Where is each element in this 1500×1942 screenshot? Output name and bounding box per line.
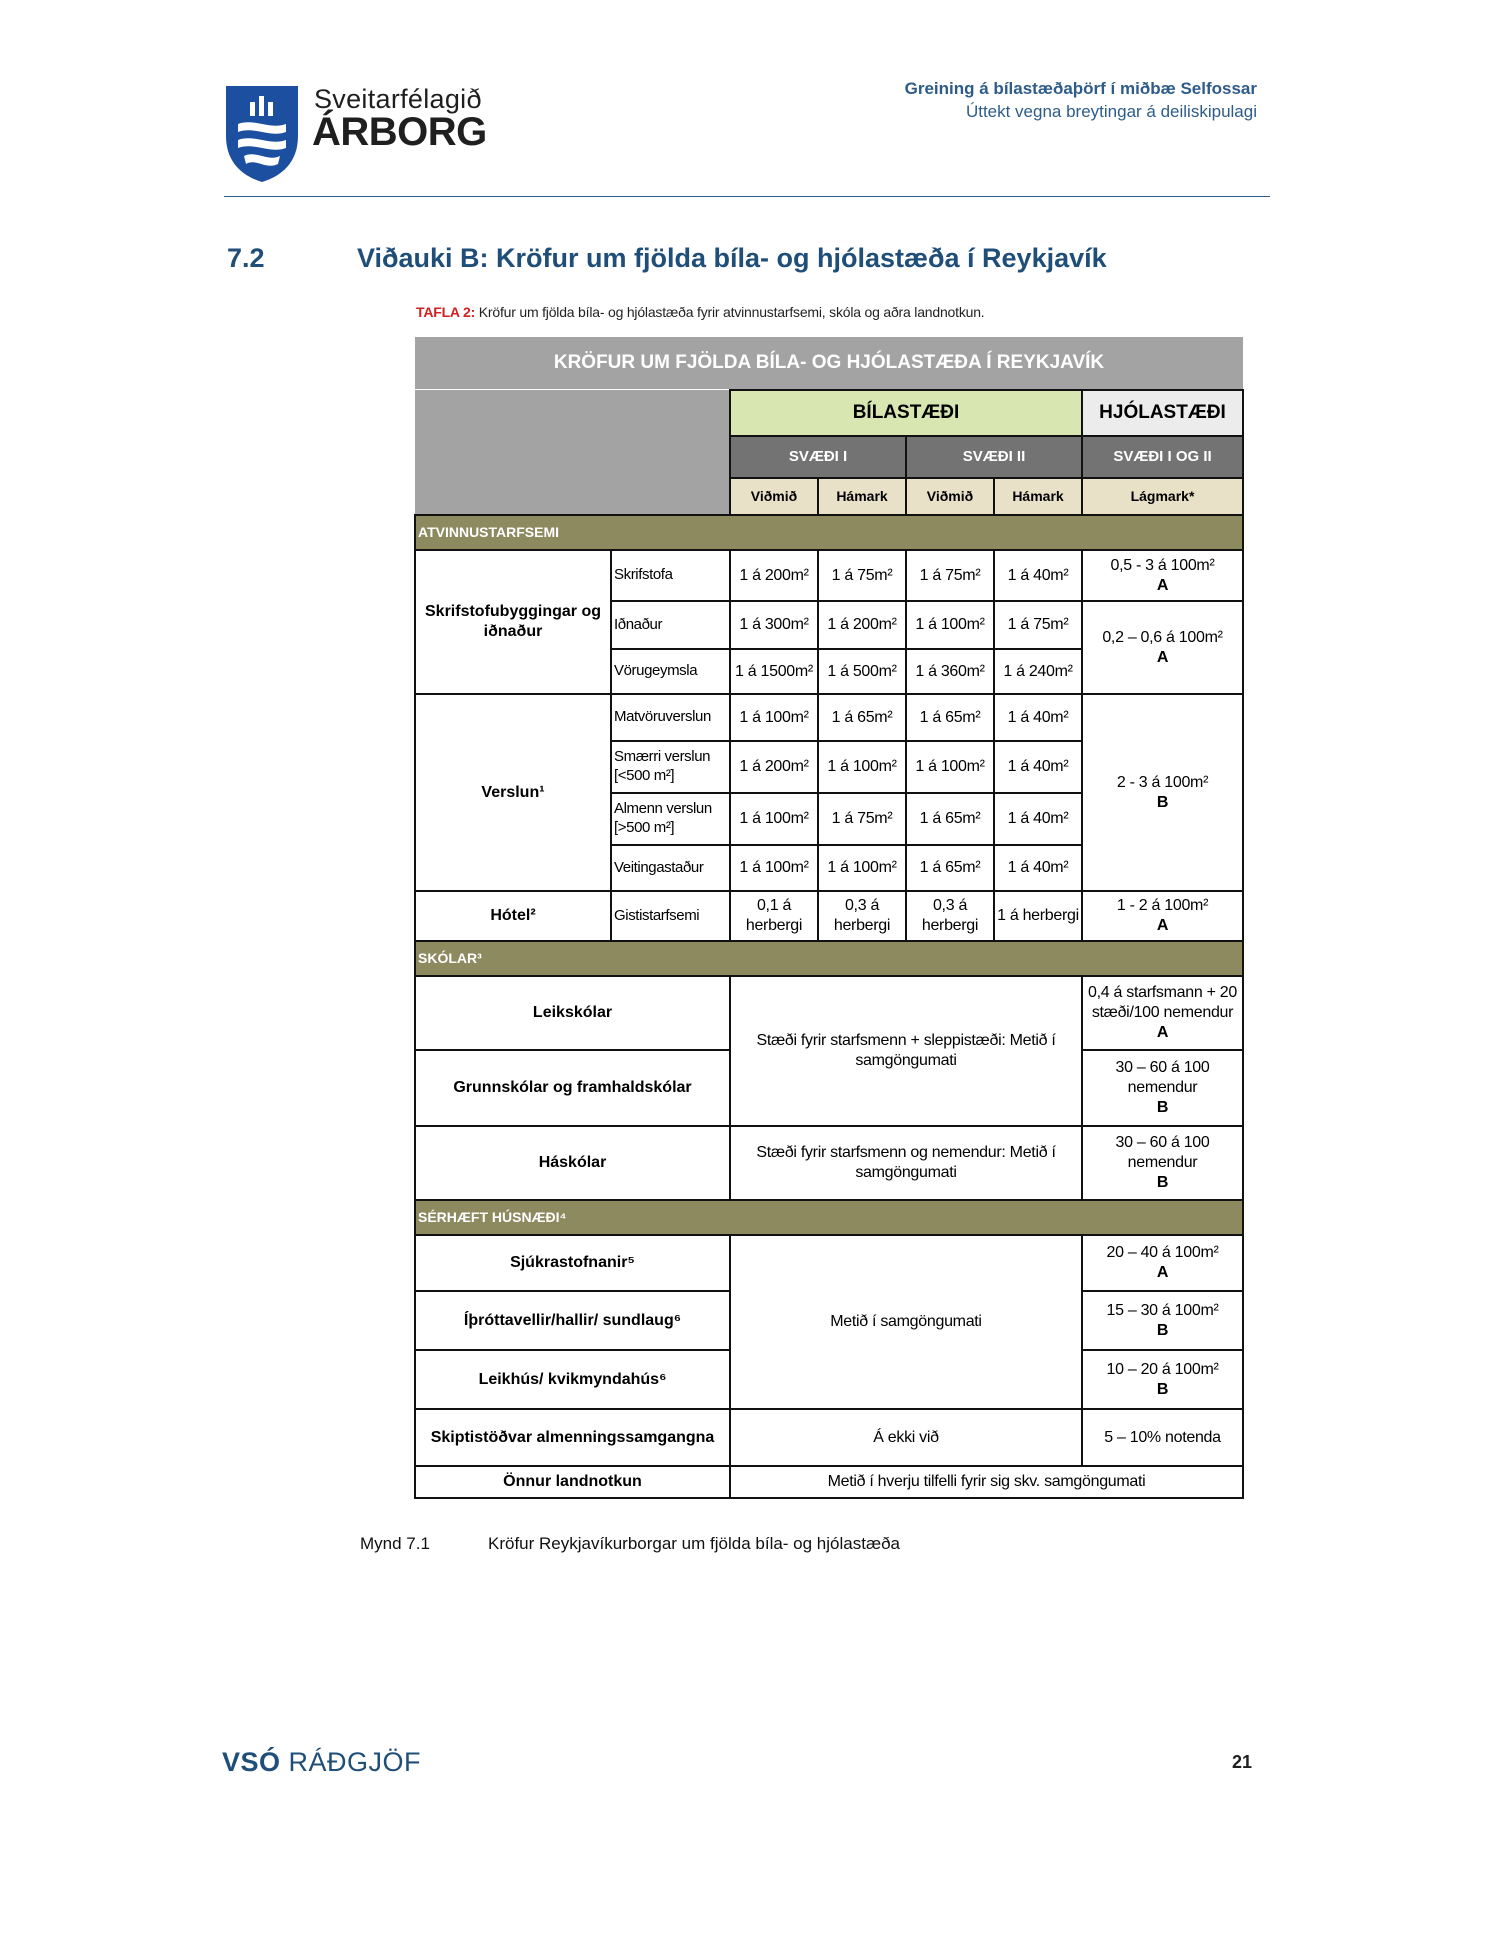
svaedi-1-header: SVÆÐI I [730, 436, 906, 478]
table-cell: 1 á 100m² [906, 741, 994, 793]
row-label: Smærri verslun [<500 m²] [611, 741, 730, 793]
category-onnur-landnotkun: Önnur landnotkun [415, 1466, 730, 1498]
header-divider [224, 196, 1270, 197]
hamark-header: Hámark [994, 478, 1082, 515]
shield-icon [224, 84, 300, 184]
table-cell: 1 á 40m² [994, 694, 1082, 741]
table-cell: 1 á 40m² [994, 793, 1082, 845]
table-cell: 0,1 á herbergi [730, 891, 818, 941]
bike-value: 2 - 3 á 100m² [1116, 773, 1209, 791]
bike-cell [1082, 1235, 1243, 1291]
table-cell: 1 á 200m² [730, 550, 818, 601]
table-cell: 1 á 100m² [730, 793, 818, 845]
table-cell: 1 á 75m² [818, 550, 906, 601]
skolar-car-cell: Stæði fyrir starfsmenn + sleppistæði: Metið í samgöngumati [730, 976, 1082, 1126]
row-label: Almenn verslun [>500 m²] [611, 793, 730, 845]
table-cell: 1 á herbergi [994, 891, 1082, 941]
lagmark-header: Lágmark* [1082, 478, 1243, 515]
category-sjukrastofnanir: Sjúkrastofnanir⁵ [415, 1235, 730, 1291]
bike-class: B [1156, 1099, 1169, 1116]
bike-value: 20 – 40 á 100m² [1106, 1244, 1219, 1261]
table-cell: 1 á 65m² [906, 793, 994, 845]
section-row-skolar: SKÓLAR³ [415, 941, 1243, 976]
category-skrifstofu: Skrifstofubyggingar og iðnaður [415, 550, 611, 694]
haskolar-car-cell: Stæði fyrir starfsmenn og nemendur: Metið í samgöngumati [730, 1126, 1082, 1200]
row-label: Matvöruverslun [611, 694, 730, 741]
category-verslun: Verslun¹ [415, 694, 611, 891]
bike-class: A [1156, 576, 1169, 594]
table-cell: 1 á 40m² [994, 550, 1082, 601]
section-row-atvinnustarfsemi: ATVINNUSTARFSEMI [415, 515, 1243, 550]
bike-class: B [1156, 1380, 1169, 1398]
bike-cell [1082, 1050, 1243, 1126]
table-cell: 1 á 75m² [906, 550, 994, 601]
vidmid-header: Viðmið [730, 478, 818, 515]
bike-class: A [1156, 1264, 1169, 1281]
row-label: Vörugeymsla [611, 649, 730, 694]
section-number: 7.2 [227, 243, 265, 273]
table-cell: 1 á 100m² [730, 694, 818, 741]
table-cell: 1 á 65m² [818, 694, 906, 741]
table-caption-label: TAFLA 2: [416, 304, 476, 320]
table-cell: 0,3 á herbergi [906, 891, 994, 941]
figure-number: Mynd 7.1 [360, 1534, 430, 1553]
row-label: Skrifstofa [611, 550, 730, 601]
serhaeft-car-cell: Metið í samgöngumati [730, 1235, 1082, 1409]
table-cell: 1 á 1500m² [730, 649, 818, 694]
table-cell: 1 á 75m² [818, 793, 906, 845]
row-label: Iðnaður [611, 601, 730, 649]
bike-value: 0,2 – 0,6 á 100m² [1102, 628, 1223, 646]
vidmid-header: Viðmið [906, 478, 994, 515]
table-cell: 1 á 500m² [818, 649, 906, 694]
figure-caption: Kröfur Reykjavíkurborgar um fjölda bíla- og hjólastæða [488, 1534, 900, 1553]
table-cell: 1 á 75m² [994, 601, 1082, 649]
bike-cell [1082, 694, 1243, 891]
table-cell: 1 á 100m² [730, 845, 818, 891]
bike-value: 10 – 20 á 100m² [1106, 1360, 1219, 1378]
bike-cell [1082, 1126, 1243, 1200]
bike-class: B [1156, 793, 1169, 811]
vso-logo [222, 1747, 421, 1778]
category-skiptistodvar: Skiptistöðvar almenningssamgangna [415, 1409, 730, 1466]
bike-class: A [1156, 648, 1169, 666]
table-cell: 1 á 240m² [994, 649, 1082, 694]
bike-cell [1082, 976, 1243, 1050]
skiptistodvar-bike-cell: 5 – 10% notenda [1082, 1409, 1243, 1466]
table-cell: 1 á 65m² [906, 845, 994, 891]
table-cell: 1 á 40m² [994, 741, 1082, 793]
header-title: Greining á bílastæðaþörf í miðbæ Selfossar [904, 79, 1257, 98]
table-cell: 1 á 360m² [906, 649, 994, 694]
category-leikskolar: Leikskólar [415, 976, 730, 1050]
table-caption [416, 304, 985, 320]
skiptistodvar-car-cell: Á ekki við [730, 1409, 1082, 1466]
bike-class: A [1156, 917, 1169, 934]
arborg-logo [224, 84, 494, 184]
bike-cell [1082, 1350, 1243, 1409]
bike-class: A [1156, 1024, 1169, 1041]
logo-line2: ÁRBORG [312, 110, 487, 154]
table-cell: 1 á 40m² [994, 845, 1082, 891]
vso-brand-rest: RÁÐGJÖF [280, 1747, 422, 1777]
bike-cell [1082, 550, 1243, 601]
bike-class: B [1156, 1321, 1169, 1339]
table-corner [415, 390, 730, 515]
table-cell: 1 á 200m² [730, 741, 818, 793]
onnur-landnotkun-cell: Metið í hverju tilfelli fyrir sig skv. samgöngumati [730, 1466, 1243, 1498]
row-label: Gististarfsemi [611, 891, 730, 941]
vso-brand-bold: VSÓ [222, 1747, 281, 1777]
logo-line1: Sveitarfélagið [314, 84, 482, 114]
header-subtitle: Úttekt vegna breytingar á deiliskipulagi [965, 102, 1257, 121]
bike-cell [1082, 1291, 1243, 1350]
table-title: KRÖFUR UM FJÖLDA BÍLA- OG HJÓLASTÆÐA Í REYKJAVÍK [415, 337, 1243, 390]
svaedi-2-header: SVÆÐI II [906, 436, 1082, 478]
category-hotel: Hótel² [415, 891, 611, 941]
parking-requirements-table [414, 337, 1244, 1499]
table-cell: 1 á 100m² [818, 741, 906, 793]
bilastaedi-header: BÍLASTÆÐI [730, 390, 1082, 436]
bike-value: 0,4 á starfsmann + 20 stæði/100 nemendur [1088, 984, 1237, 1021]
bike-class: B [1156, 1174, 1169, 1191]
category-grunnskolar: Grunnskólar og framhaldskólar [415, 1050, 730, 1126]
bike-cell [1082, 601, 1243, 694]
bike-value: 1 - 2 á 100m² [1116, 897, 1209, 914]
section-title: Viðauki B: Kröfur um fjölda bíla- og hjólastæða í Reykjavík [357, 243, 1107, 273]
category-leikhus: Leikhús/ kvikmyndahús⁶ [415, 1350, 730, 1409]
bike-value: 30 – 60 á 100 nemendur [1115, 1059, 1210, 1096]
bike-cell [1082, 891, 1243, 941]
hamark-header: Hámark [818, 478, 906, 515]
bike-value: 30 – 60 á 100 nemendur [1115, 1134, 1210, 1171]
table-caption-text: Kröfur um fjölda bíla- og hjólastæða fyrir atvinnustarfsemi, skóla og aðra landnotkun. [475, 304, 985, 320]
row-label: Veitingastaður [611, 845, 730, 891]
table-cell: 1 á 100m² [906, 601, 994, 649]
page-number: 21 [1232, 1752, 1253, 1772]
table-cell: 1 á 100m² [818, 845, 906, 891]
svaedi-1-2-header: SVÆÐI I OG II [1082, 436, 1243, 478]
bike-value: 15 – 30 á 100m² [1106, 1301, 1219, 1319]
table-cell: 1 á 300m² [730, 601, 818, 649]
section-row-serhaeft: SÉRHÆFT HÚSNÆÐI⁴ [415, 1200, 1243, 1235]
table-cell: 1 á 65m² [906, 694, 994, 741]
table-cell: 0,3 á herbergi [818, 891, 906, 941]
table-cell: 1 á 200m² [818, 601, 906, 649]
category-ithrottavellir: Íþróttavellir/hallir/ sundlaug⁶ [415, 1291, 730, 1350]
bike-value: 0,5 - 3 á 100m² [1110, 556, 1215, 574]
hjolastaedi-header: HJÓLASTÆÐI [1082, 390, 1243, 436]
category-haskolar: Háskólar [415, 1126, 730, 1200]
